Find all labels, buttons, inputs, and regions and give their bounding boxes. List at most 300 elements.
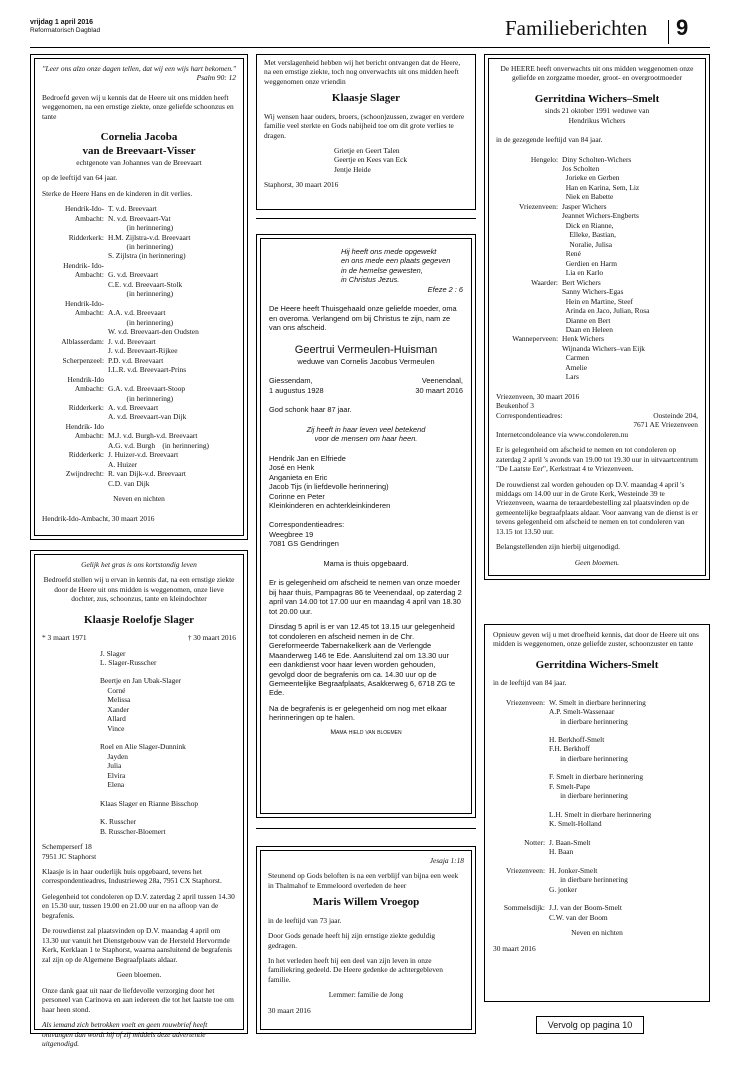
family-place bbox=[496, 249, 562, 258]
family-member: A.P. Smelt-Wassenaar bbox=[549, 707, 615, 717]
family-member: P.D. v.d. Breevaart bbox=[108, 355, 164, 365]
family-member: Elvira bbox=[100, 770, 126, 780]
family-place bbox=[496, 164, 562, 173]
header-divider bbox=[668, 20, 669, 44]
family-row bbox=[42, 214, 236, 223]
family-place bbox=[496, 325, 562, 334]
family-row bbox=[493, 698, 701, 707]
family-place: Ambacht: bbox=[74, 308, 104, 318]
family-place: Hendrik- Ido- bbox=[63, 260, 104, 270]
widow-name: Hendrikus Wichers bbox=[568, 115, 626, 125]
family-member: Arinda en Jaco, Julian, Rosa bbox=[562, 306, 650, 316]
family-place: Hengelo: bbox=[530, 154, 558, 164]
family-row bbox=[42, 299, 236, 308]
family-place bbox=[42, 441, 108, 450]
family-row bbox=[496, 278, 698, 287]
family-member: I.L.R. v.d. Breevaart-Prins bbox=[108, 365, 187, 375]
family-member: Jeannet Wichers-Engberts bbox=[562, 211, 639, 221]
place-date: 30 maart 2016 bbox=[268, 1005, 311, 1015]
family-member: L.H. Smelt in dierbare herinnering bbox=[549, 809, 652, 819]
family-place bbox=[42, 242, 108, 251]
family-place: Hendrik-Ido- bbox=[65, 204, 104, 214]
family-row bbox=[496, 297, 698, 306]
address-line: Beukenhof 3 bbox=[496, 401, 534, 411]
family-place bbox=[42, 365, 108, 374]
deceased-name: Klaasje Slager bbox=[331, 92, 401, 105]
family-member: in dierbare herinnering bbox=[549, 875, 628, 885]
age-line: in de leeftijd van 73 jaar. bbox=[268, 915, 342, 925]
family-member: H. Berkhoff-Smelt bbox=[549, 735, 605, 744]
family-place bbox=[42, 289, 108, 298]
family-place bbox=[42, 460, 108, 469]
family-member: José en Henk bbox=[269, 463, 315, 473]
family-member bbox=[100, 790, 236, 799]
family-place bbox=[496, 316, 562, 325]
family-member: (in herinnering) bbox=[108, 393, 174, 403]
family-member: (in herinnering) bbox=[108, 223, 174, 233]
family-row bbox=[493, 801, 701, 810]
family-member: C.E. v.d. Breevaart-Stolk bbox=[108, 279, 183, 289]
continue-link[interactable]: Vervolg op pagina 10 bbox=[536, 1016, 644, 1034]
family-member: J. Slager bbox=[100, 648, 126, 658]
family-row bbox=[42, 270, 236, 279]
family-member: C.D. van Dijk bbox=[108, 478, 150, 488]
family-row bbox=[496, 211, 698, 220]
spouse-line: echtgenote van Johannes van de Breevaart bbox=[76, 157, 202, 167]
family-place bbox=[493, 801, 549, 810]
family-place bbox=[496, 306, 562, 315]
family-member: Wijnanda Wichers–van Eijk bbox=[562, 343, 646, 353]
family-row bbox=[42, 318, 236, 327]
family-member: H. Baan bbox=[549, 847, 574, 857]
paragraph: Onze dank gaat uit naar de liefdevolle verzorging door het personeel van Carinova en aan iedereen die tot het laatste toe om haar heen stond. bbox=[42, 985, 234, 1014]
family-row bbox=[493, 838, 701, 847]
family-place bbox=[496, 353, 562, 362]
family-place: Ambacht: bbox=[74, 213, 104, 223]
family-place bbox=[493, 763, 549, 772]
death-place: Veenendaal, bbox=[421, 376, 463, 386]
family-member: Xander bbox=[100, 704, 130, 714]
family-place bbox=[493, 735, 549, 744]
family-row bbox=[493, 829, 701, 838]
family-member: Jacob Tijs (in liefdevolle herinnering) bbox=[269, 482, 389, 492]
family-row bbox=[42, 412, 236, 421]
family-row bbox=[496, 316, 698, 325]
issue-date: vrijdag 1 april 2016 bbox=[30, 19, 94, 26]
family-place: Ridderkerk: bbox=[68, 402, 104, 412]
paragraph: De rouwdienst zal plaatsvinden op D.V. maandag 4 april om 13.30 uur vanuit het Dienstgebouw van de Hersteld Hervormde Kerk, Kerklaan 1 te Staphorst, waarna aansluitend de begrafenis zal zijn op de Algemene Begraafplaats aldaar. bbox=[42, 926, 233, 964]
web-line: Internetcondoleance via www.condoleren.nu bbox=[496, 429, 629, 439]
intro-text: Bedroefd geven wij u kennis dat de Heere uit ons midden heeft weggenomen, na een ernstige ziekte, onze geliefde schoonzus en tante bbox=[42, 92, 234, 121]
family-row bbox=[42, 450, 236, 459]
family-row bbox=[493, 866, 701, 875]
family-place bbox=[496, 268, 562, 277]
family-row bbox=[496, 363, 698, 372]
dates-line bbox=[42, 633, 236, 642]
address-city: 7671 AE Vriezenveen bbox=[633, 420, 698, 430]
paragraph: Door Gods genade heeft hij zijn ernstige ziekte geduldig gedragen. bbox=[268, 931, 436, 950]
family-member: Lars bbox=[562, 372, 579, 382]
family-row bbox=[42, 479, 236, 488]
family-member: H. Jonker-Smelt bbox=[549, 865, 598, 875]
family-row bbox=[496, 183, 698, 192]
family-row bbox=[493, 875, 701, 884]
family-row bbox=[496, 230, 698, 239]
family-member: Melissa bbox=[100, 695, 131, 705]
correspondence-line bbox=[496, 411, 698, 420]
family-member: J. v.d. Breevaart-Rijkee bbox=[108, 346, 178, 356]
family-row bbox=[496, 240, 698, 249]
verse-ref: Jesaja 1:18 bbox=[429, 856, 464, 865]
family-member: Carmen bbox=[562, 353, 590, 363]
family-row bbox=[42, 403, 236, 412]
family-member bbox=[549, 857, 701, 866]
verse-line: en ons mede een plaats gegeven bbox=[341, 256, 451, 266]
family-member: B. Russcher-Bloemert bbox=[100, 826, 166, 836]
verse: Gelijk het gras is ons kortstondig leven bbox=[81, 560, 197, 569]
family-member: (in herinnering) bbox=[108, 242, 174, 251]
family-member: A. Huizer bbox=[108, 459, 138, 469]
family-place bbox=[496, 230, 562, 239]
family-member: Niek en Babette bbox=[562, 192, 614, 202]
address-label: Correspondentieadres: bbox=[496, 410, 563, 420]
family-list bbox=[42, 649, 236, 837]
family-member: Sanny Wichers-Egas bbox=[562, 287, 624, 297]
verse bbox=[269, 247, 463, 285]
signer: Geertje en Kees van Eck bbox=[334, 155, 408, 165]
family-list bbox=[493, 698, 701, 922]
family-place: Sommelsdijk: bbox=[503, 903, 545, 913]
family-row bbox=[493, 885, 701, 894]
family-place: Vriezenveen: bbox=[506, 865, 545, 875]
family-row bbox=[493, 735, 701, 744]
address-street: Weegbree 19 bbox=[269, 529, 314, 539]
family-member: Lia en Karlo bbox=[562, 268, 604, 278]
family-place: Notter: bbox=[524, 837, 545, 847]
no-flowers: Geen bloemen. bbox=[116, 970, 162, 980]
place-date: 30 maart 2016 bbox=[493, 943, 536, 953]
family-row bbox=[493, 819, 701, 828]
family-member: F.H. Berkhoff bbox=[549, 744, 590, 754]
family-place bbox=[496, 192, 562, 201]
family-place bbox=[496, 183, 562, 192]
family-member: René bbox=[562, 249, 581, 259]
family-member bbox=[100, 733, 236, 742]
family-row bbox=[493, 717, 701, 726]
ad-wichers-smelt-family bbox=[484, 54, 710, 580]
family-row bbox=[42, 251, 236, 260]
family-member: Klaas Slager en Rianne Bisschop bbox=[100, 798, 199, 808]
family-row bbox=[493, 782, 701, 791]
family-row bbox=[493, 772, 701, 781]
family-member: Hendrik Jan en Elfriede bbox=[269, 453, 346, 463]
ad-breevaart bbox=[30, 54, 248, 540]
family-member bbox=[549, 829, 701, 838]
family-place bbox=[493, 894, 549, 903]
family-member: A. v.d. Breevaart-van Dijk bbox=[108, 412, 187, 422]
family-place bbox=[496, 240, 562, 249]
family-member: C.W. van der Boom bbox=[549, 912, 608, 922]
age-line: in de leeftijd van 84 jaar. bbox=[493, 678, 567, 688]
family-member: J. Huizer-v.d. Breevaart bbox=[108, 450, 179, 460]
family-row bbox=[496, 344, 698, 353]
closing: Mama hield van bloemen bbox=[330, 728, 402, 736]
family-place bbox=[493, 791, 549, 800]
family-row bbox=[493, 847, 701, 856]
family-row bbox=[42, 242, 236, 251]
family-place bbox=[493, 829, 549, 838]
family-row bbox=[493, 754, 701, 763]
family-row bbox=[42, 375, 236, 384]
family-member: Henk Wichers bbox=[562, 334, 605, 344]
family-row bbox=[42, 460, 236, 469]
family-member: Jayden bbox=[100, 751, 128, 761]
family-member: Elleke, Bastian, bbox=[562, 230, 616, 240]
family-member: Corné bbox=[100, 685, 126, 695]
family-member: F. Smelt-Pape bbox=[549, 781, 591, 791]
verse-line: Hij heeft ons mede opgewekt bbox=[341, 247, 437, 256]
family-member bbox=[549, 894, 701, 903]
paragraph: Er is gelegenheid om afscheid te nemen van onze moeder bij haar thuis, Pampagras 86 te Veenendaal, op zaterdag 2 april van 14.00 tot 17.00 uur en maandag 4 april van 18.30 tot 20.00 uur. bbox=[269, 578, 462, 616]
family-member: Jorieke en Gerben bbox=[562, 173, 620, 183]
family-place bbox=[493, 726, 549, 735]
family-member: Daan en Heleen bbox=[562, 324, 613, 334]
family-row bbox=[42, 356, 236, 365]
family-row bbox=[42, 261, 236, 270]
place-date: Staphorst, 30 maart 2016 bbox=[264, 180, 339, 190]
family-row bbox=[496, 353, 698, 362]
deceased-name: Gerritdina Wichers–Smelt bbox=[534, 92, 660, 105]
family-member: Noralie, Julisa bbox=[562, 239, 613, 249]
deceased-name: Klaasje Roelofje Slager bbox=[84, 613, 194, 626]
family-row bbox=[496, 325, 698, 334]
paragraph: Dinsdag 5 april is er van 12.45 tot 13.15 uur gelegenheid tot condoleren en afscheid nemen in de Chr. Gereformeerde Tabernakelkerk aan de Verlengde Maanderweg 146 te Ede. Aansluitend zal om 13.30 uur een dankdienst voor haar leven worden gehouden, gevolgd door de begrafenis om ca. 14.30 uur op de Gemeentelijke Begraafplaats, Asakkerweg 6, 6718 ZG te Ede. bbox=[269, 622, 456, 698]
family-row bbox=[493, 707, 701, 716]
family-member: in dierbare herinnering bbox=[549, 791, 628, 801]
family-member: K. Russcher bbox=[100, 817, 137, 827]
paragraph: In het verleden heeft hij een deel van zijn leven in onze familiekring gedeeld. De Heere gedenke de achtergebleven familie. bbox=[268, 956, 443, 984]
family-member: F. Smelt in dierbare herinnering bbox=[549, 772, 644, 782]
family-member: Dianne en Bert bbox=[562, 315, 611, 325]
family-member: Allard bbox=[100, 714, 126, 724]
family-member: Amelie bbox=[562, 362, 588, 372]
family-row bbox=[42, 394, 236, 403]
family-member: Bert Wichers bbox=[562, 277, 601, 287]
verse: "Leer ons alzo onze dagen tellen, dat wij een wijs hart bekomen." bbox=[42, 64, 236, 73]
signer: Jentje Heide bbox=[334, 164, 371, 174]
deceased-name: Gerritdina Wichers-Smelt bbox=[535, 658, 659, 671]
family-place: Ridderkerk: bbox=[68, 232, 104, 242]
family-member: G. v.d. Breevaart bbox=[108, 270, 159, 280]
family-member: A.A. v.d. Breevaart bbox=[108, 308, 166, 318]
family-place: Vriezenveen: bbox=[519, 201, 558, 211]
family-row bbox=[496, 173, 698, 182]
family-member: Jasper Wichers bbox=[562, 201, 607, 211]
family-row bbox=[42, 280, 236, 289]
family-place bbox=[42, 251, 108, 260]
signer: Lemmer: familie de Jong bbox=[328, 990, 404, 1000]
family-place bbox=[493, 754, 549, 763]
family-list bbox=[496, 155, 698, 382]
family-place: Ridderkerk: bbox=[68, 450, 104, 460]
family-place bbox=[493, 782, 549, 791]
family-row bbox=[496, 221, 698, 230]
family-member: A.G. v.d. Burgh (in herinnering) bbox=[108, 440, 209, 450]
family-row bbox=[496, 192, 698, 201]
family-place bbox=[42, 479, 108, 488]
intro-text: Opnieuw geven wij u met droefheid kennis, dat door de Heere uit ons midden is weggenomen, onze geliefde zuster, schoonzuster en tante bbox=[493, 630, 699, 649]
family-member: G. jonker bbox=[549, 884, 577, 894]
family-member: Beertje en Jan Ubak-Slager bbox=[100, 676, 182, 686]
family-row bbox=[42, 346, 236, 355]
page-number: 9 bbox=[676, 15, 689, 40]
widow-line: sinds 21 oktober 1991 weduwe van bbox=[544, 106, 650, 116]
family-place bbox=[493, 717, 549, 726]
family-place bbox=[496, 287, 562, 296]
verse-ref: Efeze 2 : 6 bbox=[427, 284, 463, 294]
family-row bbox=[493, 726, 701, 735]
family-member: H.M. Zijlstra-v.d. Breevaart bbox=[108, 232, 191, 242]
intro-text: De Heere heeft Thuisgehaald onze geliefde moeder, oma en overoma. Verlangend om bij Christus te zijn, nam ze van ons afscheid. bbox=[269, 304, 457, 333]
family-place bbox=[496, 344, 562, 353]
widow-line: weduwe van Cornelis Jacobus Vermeulen bbox=[297, 356, 435, 366]
family-member: A. v.d. Breevaart bbox=[108, 402, 159, 412]
family-place bbox=[493, 772, 549, 781]
birth-date: * 3 maart 1971 bbox=[42, 633, 87, 643]
family-member: (in herinnering) bbox=[108, 317, 174, 327]
family-row bbox=[42, 223, 236, 232]
family-place bbox=[42, 280, 108, 289]
signers bbox=[264, 146, 468, 174]
verse-line: in de hemelse gewesten, bbox=[341, 265, 423, 275]
family-row bbox=[493, 744, 701, 753]
family-member: in dierbare herinnering bbox=[549, 753, 628, 763]
deceased-surname: van de Breevaart-Visser bbox=[82, 144, 196, 157]
family-row bbox=[496, 164, 698, 173]
family-place bbox=[493, 744, 549, 753]
age-line: op de leeftijd van 64 jaar. bbox=[42, 173, 118, 183]
family-row bbox=[496, 306, 698, 315]
deceased-name: Geertrui Vermeulen-Huisman bbox=[294, 343, 438, 356]
family-place bbox=[493, 875, 549, 884]
family-member: Han en Karina, Sem, Liz bbox=[562, 182, 640, 192]
family-place: Wanneperveen: bbox=[512, 334, 558, 344]
family-member: J. Baan-Smelt bbox=[549, 837, 591, 847]
ad-klaasje-slager bbox=[256, 54, 476, 210]
family-place bbox=[42, 223, 108, 232]
family-member: J. v.d. Breevaart bbox=[108, 336, 156, 346]
family-place bbox=[496, 221, 562, 230]
family-member: Hein en Martine, Steef bbox=[562, 296, 634, 306]
family-place bbox=[42, 394, 108, 403]
family-member: Jos Scholten bbox=[562, 164, 600, 173]
family-row bbox=[496, 259, 698, 268]
family-member: Dick en Rianne, bbox=[562, 220, 614, 230]
address-street: Schemperserf 18 bbox=[42, 842, 92, 852]
family-row bbox=[493, 857, 701, 866]
family-member bbox=[108, 422, 236, 431]
family-place: Ambacht: bbox=[74, 384, 104, 394]
paragraph: Belangstellenden zijn hierbij uitgenodigd. bbox=[496, 542, 620, 552]
family-place: Ambacht: bbox=[74, 270, 104, 280]
family-row bbox=[42, 384, 236, 393]
family-member: Diny Scholten-Wichers bbox=[562, 154, 632, 164]
family-place: Hendrik-Ido bbox=[67, 374, 104, 384]
family-member: Elena bbox=[100, 780, 125, 790]
family-member bbox=[549, 763, 701, 772]
birth-date: 1 augustus 1928 bbox=[269, 385, 324, 395]
family-member bbox=[108, 375, 236, 384]
family-row bbox=[493, 810, 701, 819]
family-member: Vince bbox=[100, 723, 125, 733]
quote: voor de mensen om haar heen. bbox=[314, 434, 418, 444]
place-line bbox=[269, 376, 463, 385]
address-city: 7951 JC Staphorst bbox=[42, 851, 97, 861]
family-place: Ambacht: bbox=[74, 431, 104, 441]
paragraph: Klaasje is in haar ouderlijk huis opgebaard, tevens het correspondentieadres, Industrieweg 28a, 7951 CX Staphorst. bbox=[42, 866, 222, 886]
family-row bbox=[42, 441, 236, 450]
section-title: Familieberichten bbox=[505, 16, 648, 40]
ad-wichers-smelt-siblings bbox=[484, 624, 710, 1002]
family-member: Roel en Alie Slager-Dunnink bbox=[100, 742, 186, 752]
family-row bbox=[493, 894, 701, 903]
date-line bbox=[269, 386, 463, 395]
family-member: M.J. v.d. Burgh-v.d. Breevaart bbox=[108, 431, 198, 441]
place-date: Vriezenveen, 30 maart 2016 bbox=[496, 391, 580, 401]
death-date: † 30 maart 2016 bbox=[187, 633, 236, 643]
deceased-name: Cornelia Jacoba bbox=[100, 131, 178, 144]
family-member: Corinne en Peter bbox=[269, 491, 325, 501]
family-row bbox=[493, 791, 701, 800]
family-member bbox=[108, 261, 236, 270]
age-line: in de gezegende leeftijd van 84 jaar. bbox=[496, 135, 603, 145]
thanks-line: God schonk haar 87 jaar. bbox=[269, 405, 352, 415]
family-row bbox=[496, 202, 698, 211]
divider bbox=[256, 218, 476, 219]
ad-vroegop bbox=[256, 846, 476, 1034]
family-place bbox=[496, 259, 562, 268]
family-row bbox=[42, 327, 236, 336]
wish-text: Wij wensen haar ouders, broers, (schoon)zussen, zwager en verdere familie veel sterkte en Gods nabijheid toe om dit grote verlies te dragen. bbox=[264, 111, 465, 140]
verse-line: in Christus Jezus. bbox=[341, 275, 400, 285]
intro-text: Bedroefd stellen wij u ervan in kennis dat, na een ernstige ziekte door de Heere uit ons midden is weggenomen, onze lieve dochter, zus, schoonzus, tante en kleindochter bbox=[43, 575, 235, 604]
family-place: Scherpenzeel: bbox=[62, 355, 104, 365]
address-label: Correspondentieadres: bbox=[269, 520, 345, 530]
family-place: Alblasserdam: bbox=[61, 336, 104, 346]
divider bbox=[256, 828, 476, 829]
paragraph: Gelegenheid tot condoleren op D.V. zaterdag 2 april tussen 14.30 en 15.30 uur, tussen 19.00 en 21.00 uur en na afloop van de begrafenis. bbox=[42, 891, 235, 920]
family-place bbox=[496, 173, 562, 182]
intro-text: Steunend op Gods beloften is na een verblijf van bijna een week in Thalmahof te Emmeloord overleden de heer bbox=[268, 871, 459, 890]
family-member: Kleinkinderen en achterkleinkinderen bbox=[269, 500, 391, 510]
verse-ref: Psalm 90: 12 bbox=[196, 73, 236, 83]
family-row bbox=[493, 903, 701, 912]
address-city: 7081 GS Gendringen bbox=[269, 539, 339, 549]
newspaper-name: Reformatorisch Dagblad bbox=[30, 27, 101, 34]
family-list bbox=[269, 454, 463, 511]
family-place: Hendrik-Ido- bbox=[65, 298, 104, 308]
family-member: R. van Dijk-v.d. Breevaart bbox=[108, 469, 186, 479]
place-date: Hendrik-Ido-Ambacht, 30 maart 2016 bbox=[42, 513, 155, 523]
family-member: W. v.d. Breevaart-den Oudsten bbox=[108, 327, 199, 337]
family-row bbox=[42, 431, 236, 440]
family-place bbox=[42, 318, 108, 327]
family-row bbox=[42, 233, 236, 242]
family-place bbox=[42, 412, 108, 421]
paragraph: Er is gelegenheid om afscheid te nemen en tot condoleren op zaterdag 2 april 's avonds van 19.00 tot 19.30 uur in uitvaartcentrum "De Laatste Eer", Kerkstraat 4 te Vriezenveen. bbox=[496, 445, 698, 474]
family-member: N. v.d. Breevaart-Vat bbox=[108, 213, 171, 223]
family-row bbox=[496, 287, 698, 296]
